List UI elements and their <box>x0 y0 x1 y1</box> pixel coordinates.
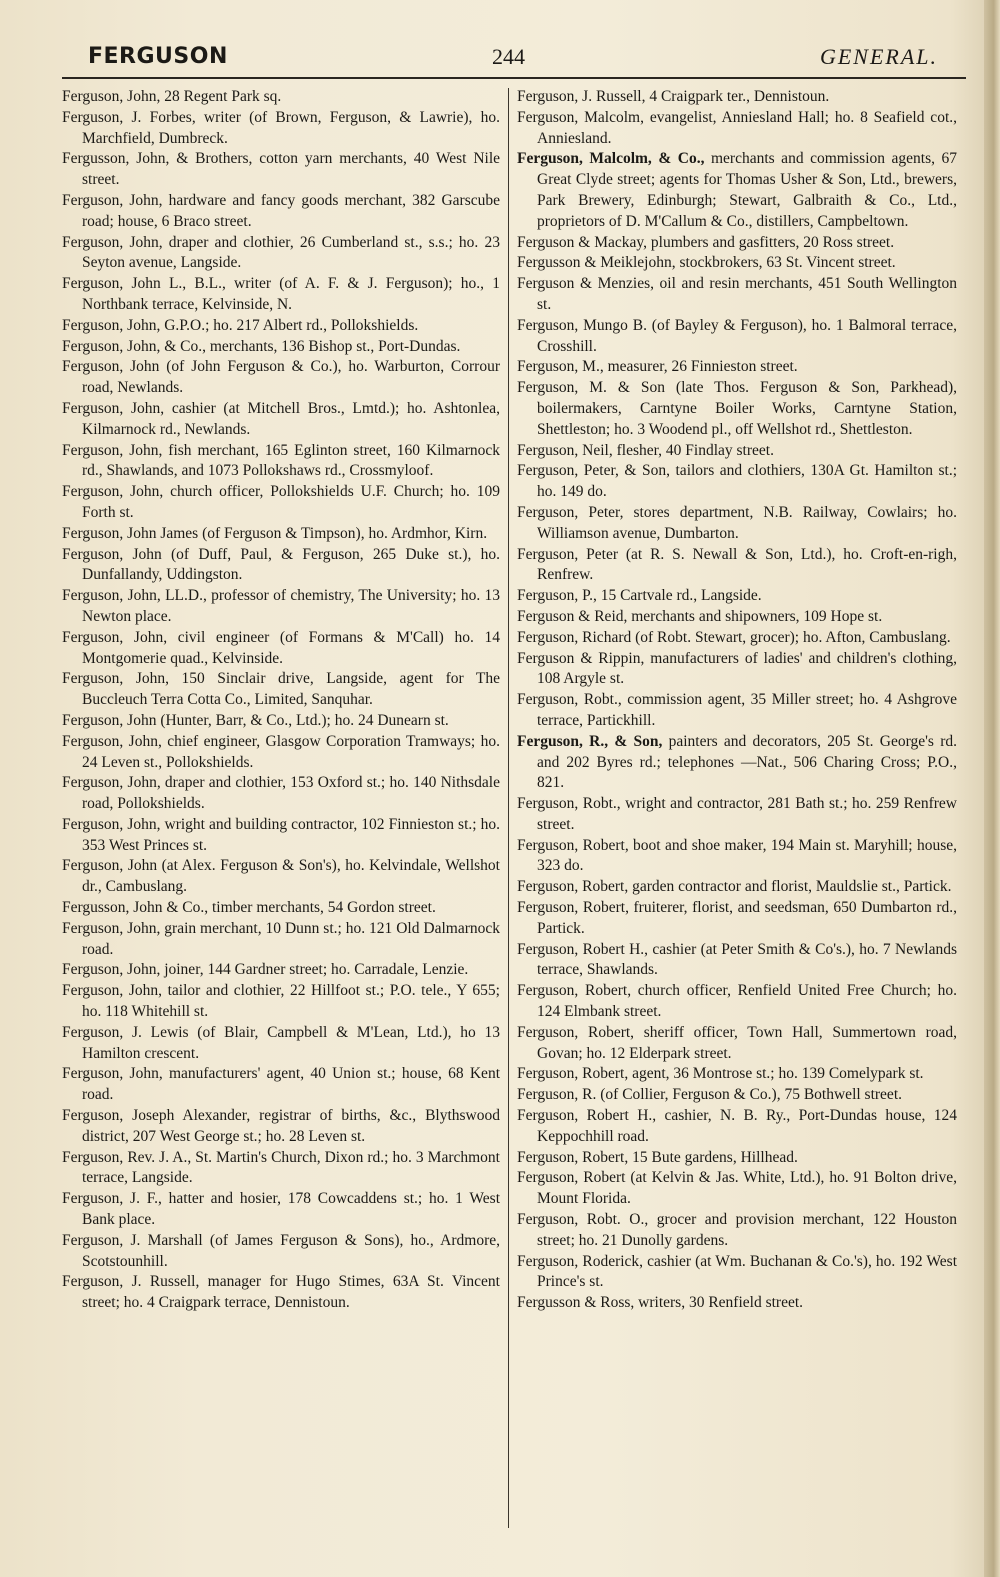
entry-text: Fergusson & Meiklejohn, stockbrokers, 63 St. Vincent street. <box>517 254 896 272</box>
entry-text: Ferguson, Robert, sheriff officer, Town Hall, Summertown road, Govan; ho. 12 Elderpark street. <box>517 1023 957 1062</box>
directory-entry <box>62 732 500 774</box>
directory-entry <box>62 482 500 524</box>
header-rule <box>62 77 966 79</box>
directory-entry <box>62 669 500 711</box>
entry-text: Fergusson, John & Co., timber merchants, 54 Gordon street. <box>62 899 436 917</box>
directory-entry <box>517 690 957 732</box>
directory-entry <box>517 1252 957 1294</box>
directory-entry <box>517 898 957 940</box>
directory-entry <box>62 316 500 337</box>
directory-entry <box>62 1272 500 1314</box>
entry-text: Ferguson, Robert, agent, 36 Montrose st.; ho. 139 Comelypark st. <box>517 1065 924 1083</box>
directory-entry <box>62 274 500 316</box>
directory-entry <box>517 1085 957 1106</box>
entry-text: Ferguson, R. (of Collier, Ferguson & Co.), 75 Bothwell street. <box>517 1086 902 1104</box>
entry-text: Ferguson, John, civil engineer (of Formans & M'Call) ho. 14 Montgomerie quad., Kelvinside. <box>62 628 500 667</box>
entry-text: Ferguson & Menzies, oil and resin merchants, 451 South Wellington st. <box>517 275 957 313</box>
directory-entry <box>62 898 500 919</box>
entry-text: Ferguson, John, G.P.O.; ho. 217 Albert rd., Pollokshields. <box>62 316 419 334</box>
entry-text: Ferguson, Robert (at Kelvin & Jas. White, Ltd.), ho. 91 Bolton drive, Mount Florida. <box>517 1169 957 1208</box>
directory-entry <box>62 960 500 981</box>
entry-text: Ferguson, Robert, fruiterer, florist, and seedsman, 650 Dumbarton rd., Partick. <box>517 899 957 937</box>
directory-entry <box>517 233 957 254</box>
directory-entry <box>517 441 957 462</box>
directory-entry <box>62 545 500 587</box>
entry-text: Ferguson, Neil, flesher, 40 Findlay street. <box>517 441 774 459</box>
directory-entry <box>517 316 957 358</box>
entry-text: Ferguson & Mackay, plumbers and gasfitters, 20 Ross street. <box>517 233 895 251</box>
entry-text: Ferguson, M., measurer, 26 Finnieston street. <box>517 358 798 376</box>
directory-entry <box>62 981 500 1023</box>
directory-entry <box>62 357 500 399</box>
entry-text: Ferguson, John, tailor and clothier, 22 Hillfoot st.; P.O. tele., Y 655; ho. 118 Whitehill st. <box>62 982 500 1021</box>
entry-text: Ferguson & Rippin, manufacturers of ladies' and children's clothing, 108 Argyle st. <box>517 649 957 688</box>
directory-entry <box>517 940 957 982</box>
page-number: 244 <box>492 44 525 69</box>
entry-text: Ferguson, Robert H., cashier, N. B. Ry., Port-Dundas house, 124 Keppochhill road. <box>517 1107 957 1145</box>
directory-entry <box>62 149 500 191</box>
directory-entry <box>517 1064 957 1085</box>
directory-entry <box>62 1231 500 1273</box>
entry-text: Ferguson, Robert, church officer, Renfield United Free Church; ho. 124 Elmbank street. <box>517 982 957 1021</box>
directory-entry <box>62 441 500 483</box>
directory-entry <box>62 1148 500 1190</box>
directory-entry <box>517 545 957 587</box>
directory-entry <box>517 607 957 628</box>
directory-entry <box>517 877 957 898</box>
entry-text: Ferguson, John (at Alex. Ferguson & Son's), ho. Kelvindale, Wellshot dr., Cambuslang. <box>62 857 500 896</box>
directory-entry <box>62 1189 500 1231</box>
entry-text: Ferguson, John L., B.L., writer (of A. F. & J. Ferguson); ho., 1 Northbank terrace, Kelvinside, N. <box>62 275 500 313</box>
entry-text: Ferguson, P., 15 Cartvale rd., Langside. <box>517 587 762 605</box>
directory-entry <box>62 773 500 815</box>
entry-text: Ferguson, Peter, & Son, tailors and clothiers, 130A Gt. Hamilton st.; ho. 149 do. <box>517 462 957 501</box>
entry-text: Ferguson, Robt., wright and contractor, 281 Bath st.; ho. 259 Renfrew street. <box>517 795 957 833</box>
directory-entry <box>62 856 500 898</box>
left-column <box>62 87 500 1314</box>
directory-entry <box>517 149 957 232</box>
directory-entry <box>517 1210 957 1252</box>
entry-text: Ferguson, Robert, 15 Bute gardens, Hillhead. <box>517 1148 798 1166</box>
entry-text: Ferguson, Peter (at R. S. Newall & Son, Ltd.), ho. Croft-en-righ, Renfrew. <box>517 545 957 584</box>
directory-entry <box>62 586 500 628</box>
directory-entry <box>517 1293 957 1314</box>
entry-text: Ferguson, J. F., hatter and hosier, 178 Cowcaddens st.; ho. 1 West Bank place. <box>62 1190 500 1229</box>
directory-entry <box>62 1023 500 1065</box>
entry-text: Ferguson, Malcolm, evangelist, Anniesland Hall; ho. 8 Seafield cot., Anniesland. <box>517 108 957 147</box>
entry-text: Ferguson, M. & Son (late Thos. Ferguson & Son, Parkhead), boilermakers, Carntyne Boiler Works, Carntyne Station, Shettleston; ho. 3 Woodend pl., off Wellshot rd., Shettleston. <box>517 379 957 438</box>
directory-entry <box>517 1148 957 1169</box>
directory-entry <box>517 1106 957 1148</box>
entry-text: Ferguson, Robert H., cashier (at Peter Smith & Co's.), ho. 7 Newlands terrace, Shawlands. <box>517 940 957 979</box>
directory-entry <box>62 711 500 732</box>
entry-text: Ferguson, John, draper and clothier, 26 Cumberland st., s.s.; ho. 23 Seyton avenue, Langside. <box>62 233 500 272</box>
directory-entry <box>62 815 500 857</box>
directory-entry <box>517 461 957 503</box>
directory-entry <box>517 357 957 378</box>
entry-text: Ferguson, Joseph Alexander, registrar of births, &c., Blythswood district, 207 West George st.; ho. 28 Leven st. <box>62 1107 500 1145</box>
directory-entry <box>62 524 500 545</box>
page-edge <box>984 0 1000 1577</box>
entry-text: merchants and commission agents, 67 Great Clyde street; agents for Thomas Usher & Son, Ltd., brewers, Park Brewery, Edinburgh; Stewart, Galbraith & Co., Ltd., proprietors of D. M'Callum & Co., distillers, Campbeltown. <box>537 150 958 230</box>
entry-text: Ferguson, John, joiner, 144 Gardner street; ho. Carradale, Lenzie. <box>62 961 469 979</box>
page-header <box>62 38 964 78</box>
entry-text: Ferguson, John, 150 Sinclair drive, Langside, agent for The Buccleuch Terra Cotta Co., Limited, Sanquhar. <box>62 670 500 709</box>
entry-text: Ferguson, Robt. O., grocer and provision merchant, 122 Houston street; ho. 21 Dunolly gardens. <box>517 1211 957 1249</box>
directory-entry <box>517 378 957 440</box>
entry-text: Ferguson, John, 28 Regent Park sq. <box>62 88 282 105</box>
entry-text: Ferguson, John (Hunter, Barr, & Co., Ltd.); ho. 24 Dunearn st. <box>62 711 449 729</box>
directory-entry <box>517 732 957 794</box>
entry-text: Ferguson, Robert, garden contractor and florist, Mauldslie st., Partick. <box>517 878 952 896</box>
entry-text: Ferguson, John, wright and building contractor, 102 Finnieston st.; ho. 353 West Princes st. <box>62 815 500 854</box>
entry-text: Ferguson, John (of John Ferguson & Co.), ho. Warburton, Corrour road, Newlands. <box>62 358 500 397</box>
entry-text: Ferguson, Richard (of Robt. Stewart, grocer); ho. Afton, Cambuslang. <box>517 628 951 646</box>
running-head-section: GENERAL. <box>819 44 938 69</box>
entry-text: painters and decorators, 205 St. George's rd. and 202 Byres rd.; telephones —Nat., 506 Charing Cross; P.O., 821. <box>537 732 957 792</box>
entry-text: Ferguson, John, draper and clothier, 153 Oxford st.; ho. 140 Nithsdale road, Pollokshields. <box>62 774 500 813</box>
directory-entry <box>517 981 957 1023</box>
entry-text: Ferguson, John (of Duff, Paul, & Ferguson, 265 Duke st.), ho. Dunfallandy, Uddingston. <box>62 545 500 584</box>
entry-text: Ferguson, John, cashier (at Mitchell Bros., Lmtd.); ho. Ashtonlea, Kilmarnock rd., Newlands. <box>62 399 500 438</box>
directory-entry <box>62 108 500 150</box>
entry-firm-name: Ferguson, Malcolm, & Co., <box>517 150 705 168</box>
directory-entry <box>517 108 957 150</box>
entry-text: Ferguson, John, chief engineer, Glasgow Corporation Tramways; ho. 24 Leven st., Pollokshields. <box>62 732 500 771</box>
entry-text: Ferguson, John, grain merchant, 10 Dunn st.; ho. 121 Old Dalmarnock road. <box>62 919 500 958</box>
entry-text: Ferguson, J. Forbes, writer (of Brown, Ferguson, & Lawrie), ho. Marchfield, Dumbreck. <box>62 108 500 147</box>
right-column <box>517 87 957 1314</box>
directory-entry <box>517 253 957 274</box>
directory-entry <box>62 628 500 670</box>
entry-text: Ferguson, J. Russell, 4 Craigpark ter., Dennistoun. <box>517 88 830 105</box>
entry-text: Ferguson, John, hardware and fancy goods merchant, 382 Garscube road; house, 6 Braco street. <box>62 191 500 230</box>
directory-entry <box>517 87 957 108</box>
directory-entry <box>62 337 500 358</box>
column-divider <box>508 88 509 1528</box>
directory-entry <box>517 1023 957 1065</box>
entry-text: Ferguson, John, & Co., merchants, 136 Bishop st., Port-Dundas. <box>62 337 461 355</box>
directory-entry <box>517 586 957 607</box>
entry-text: Ferguson, John James (of Ferguson & Timpson), ho. Ardmhor, Kirn. <box>62 524 488 542</box>
entry-text: Ferguson, Mungo B. (of Bayley & Ferguson), ho. 1 Balmoral terrace, Crosshill. <box>517 316 957 355</box>
entry-text: Ferguson, J. Lewis (of Blair, Campbell & M'Lean, Ltd.), ho 13 Hamilton crescent. <box>62 1023 500 1062</box>
entry-firm-name: Ferguson, R., & Son, <box>517 732 663 750</box>
entry-text: Ferguson, John, manufacturers' agent, 40 Union st.; house, 68 Kent road. <box>62 1065 500 1104</box>
directory-entry <box>62 1106 500 1148</box>
directory-entry <box>62 87 500 108</box>
directory-entry <box>62 1064 500 1106</box>
directory-entry <box>517 1168 957 1210</box>
entry-text: Ferguson, Rev. J. A., St. Martin's Church, Dixon rd.; ho. 3 Marchmont terrace, Langside. <box>62 1148 500 1187</box>
entry-text: Ferguson, Peter, stores department, N.B. Railway, Cowlairs; ho. Williamson avenue, Dumbarton. <box>517 503 957 542</box>
entry-text: Ferguson, John, church officer, Pollokshields U.F. Church; ho. 109 Forth st. <box>62 483 500 521</box>
entry-text: Ferguson, Roderick, cashier (at Wm. Buchanan & Co.'s), ho. 192 West Prince's st. <box>517 1252 957 1291</box>
entry-text: Ferguson, J. Russell, manager for Hugo Stimes, 63A St. Vincent street; ho. 4 Craigpark terrace, Dennistoun. <box>62 1273 500 1312</box>
entry-text: Ferguson, John, fish merchant, 165 Eglinton street, 160 Kilmarnock rd., Shawlands, and 1073 Pollokshaws rd., Crossmyloof. <box>62 441 500 480</box>
entry-text: Fergusson & Ross, writers, 30 Renfield street. <box>517 1294 804 1312</box>
entry-text: Fergusson, John, & Brothers, cotton yarn merchants, 40 West Nile street. <box>62 150 500 189</box>
directory-entry <box>62 399 500 441</box>
directory-entry <box>62 191 500 233</box>
entry-text: Ferguson & Reid, merchants and shipowners, 109 Hope st. <box>517 607 883 625</box>
entry-text: Ferguson, Robt., commission agent, 35 Miller street; ho. 4 Ashgrove terrace, Partickhill. <box>517 691 957 729</box>
running-head-name: FERGUSON <box>88 44 228 69</box>
directory-entry <box>517 274 957 316</box>
directory-entry <box>517 836 957 878</box>
directory-entry <box>517 628 957 649</box>
entry-text: Ferguson, Robert, boot and shoe maker, 194 Main st. Maryhill; house, 323 do. <box>517 836 957 875</box>
directory-entry <box>517 503 957 545</box>
directory-entry <box>62 233 500 275</box>
entry-text: Ferguson, J. Marshall (of James Ferguson & Sons), ho., Ardmore, Scotstounhill. <box>62 1231 500 1270</box>
directory-entry <box>62 919 500 961</box>
entry-text: Ferguson, John, LL.D., professor of chemistry, The University; ho. 13 Newton place. <box>62 587 500 625</box>
directory-entry <box>517 649 957 691</box>
directory-entry <box>517 794 957 836</box>
